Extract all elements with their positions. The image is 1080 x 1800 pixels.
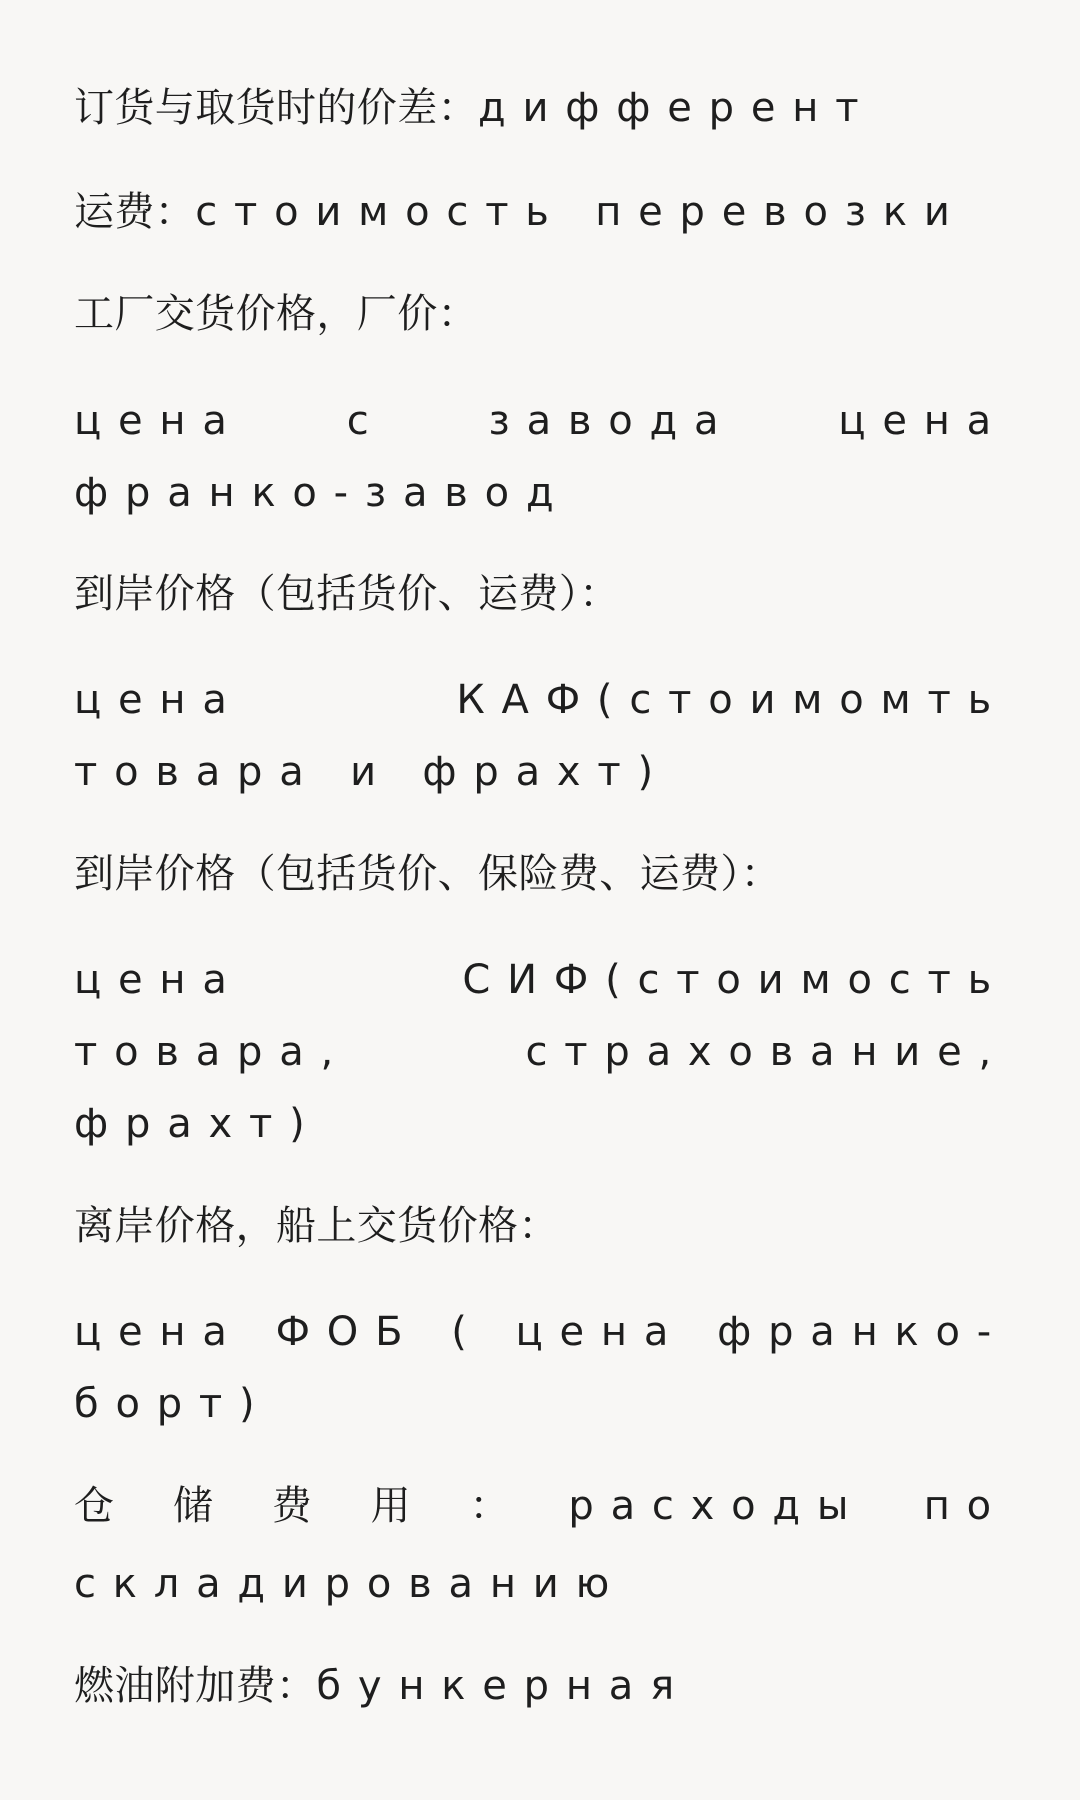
term-chinese-cfr: 到岸价格（包括货价、运费）： [74,571,620,617]
word: франко- [717,1309,1008,1355]
entry-price-difference [74,80,875,136]
term-russian-storage-line2: складированию [74,1561,627,1607]
word: товара, [74,1029,351,1075]
document-page [74,0,1008,1800]
word: завода [488,398,736,444]
char: ： [469,1483,510,1529]
word: по [923,1483,1008,1529]
word: цена [515,1309,686,1355]
term-russian-cfr-line1 [74,672,1008,728]
word: ( [451,1309,484,1355]
term-russian-cif-line1 [74,952,1008,1008]
term-chinese-ex-works: 工厂交货价格，厂价： [74,291,478,337]
word: СИФ(стоимость [462,957,1008,1003]
term-chinese-fob: 离岸价格，船上交货价格： [74,1203,559,1249]
term-chinese: 订货与取货时的价差： [74,85,478,131]
term-russian-cfr-line2: товара и фрахт) [74,749,670,795]
word: цена [74,1309,244,1355]
term-russian: бункерная [316,1663,691,1709]
word: цена [838,398,1008,444]
term-russian: дифферент [478,85,876,131]
entry-storage-line1 [74,1478,1008,1534]
entry-freight [74,184,967,240]
term-russian-fob-line1 [74,1304,1008,1360]
word: расходы [568,1483,866,1529]
word: КАФ(стоимомть [456,677,1008,723]
term-chinese: 运费： [74,189,196,235]
word: цена [74,957,244,1003]
word: ФОБ [275,1309,420,1355]
term-chinese: 燃油附加费： [74,1663,317,1709]
word: цена [74,398,244,444]
entry-bunker-surcharge [74,1658,691,1714]
term-russian-fob-line2: борт) [74,1381,272,1427]
char: 仓 [74,1483,115,1529]
term-chinese-cif: 到岸价格（包括货价、保险费、运费）： [74,851,782,897]
word: с [346,398,386,444]
term-russian-cif-line2 [74,1024,1008,1080]
term-russian-cif-line3: фрахт) [74,1101,322,1147]
word: страхование, [525,1029,1008,1075]
char: 用 [370,1483,412,1529]
char: 储 [172,1483,214,1529]
term-russian: стоимость перевозки [195,189,967,235]
term-russian-ex-works-line2: франко-завод [74,470,571,516]
word: цена [74,677,244,723]
term-russian-ex-works-line1 [74,393,1008,449]
char: 费 [271,1483,313,1529]
